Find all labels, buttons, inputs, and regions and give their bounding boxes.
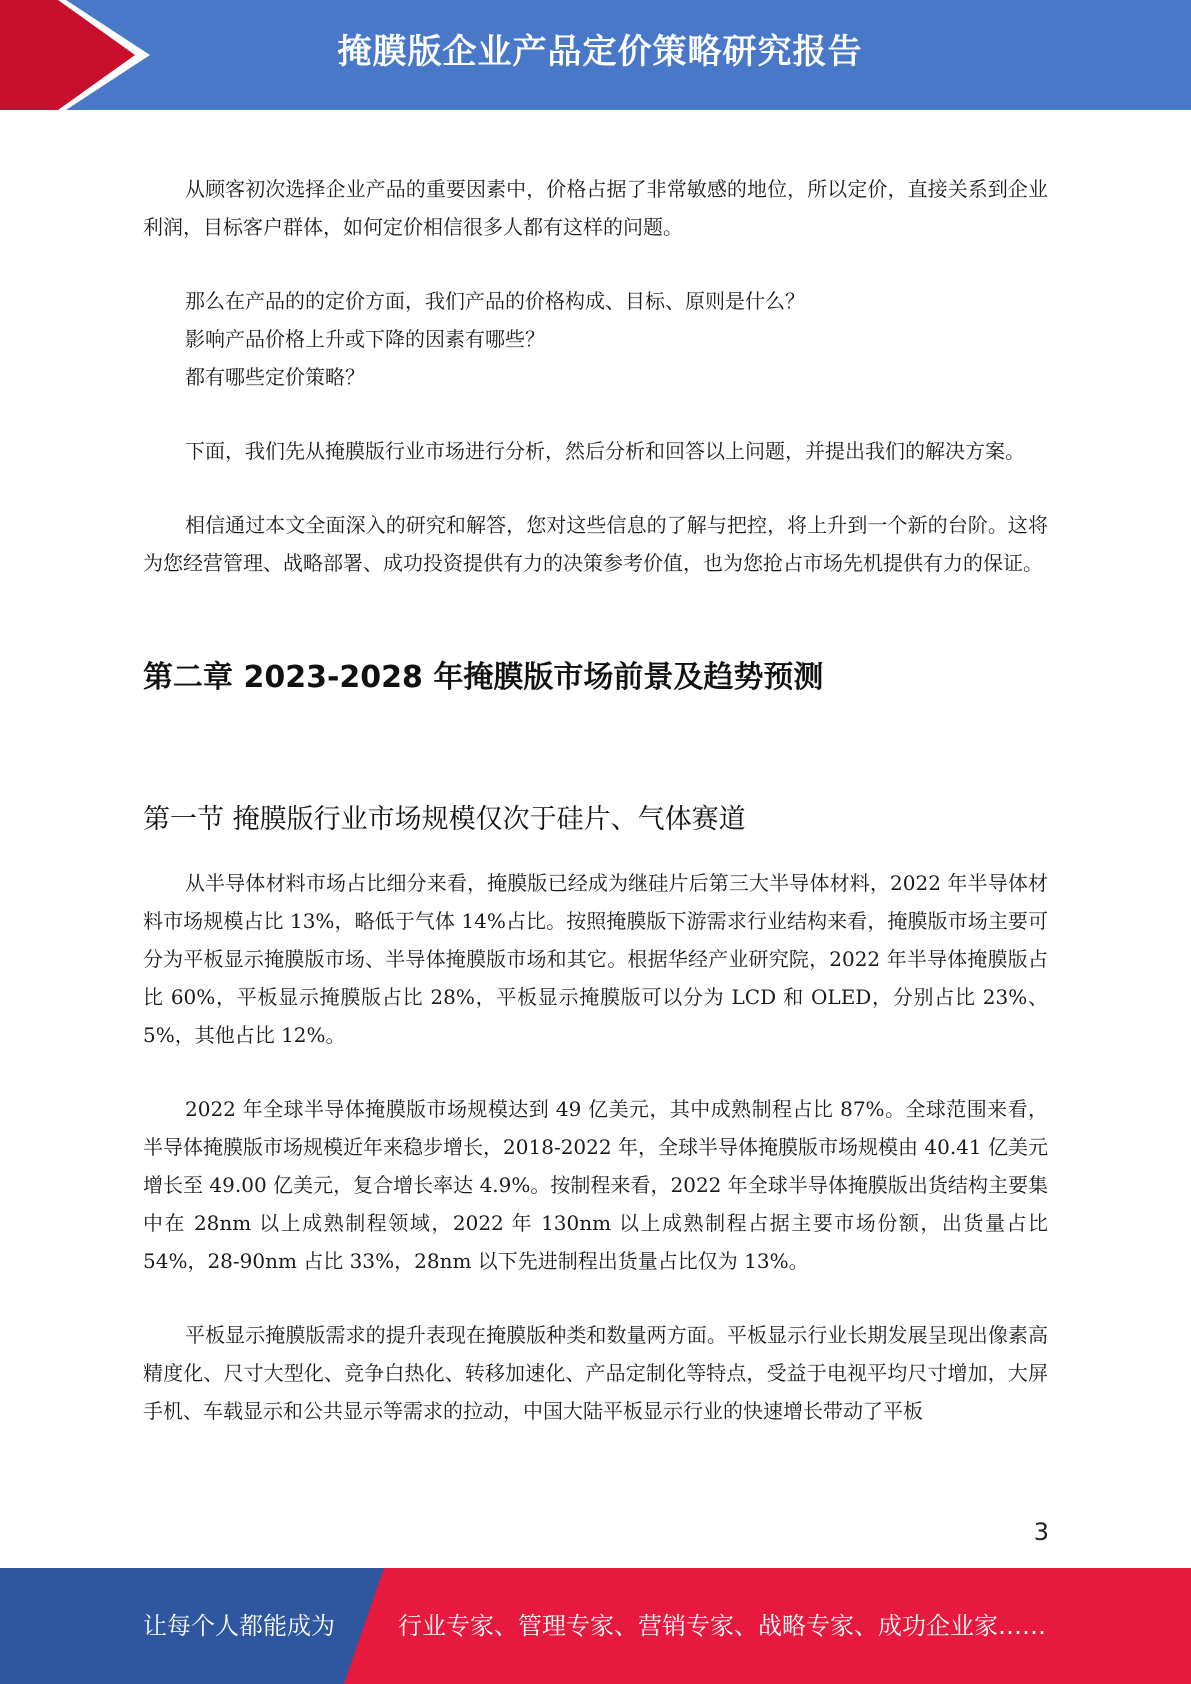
section-paragraph-2: 2022 年全球半导体掩膜版市场规模达到 49 亿美元，其中成熟制程占比 87%。全球范围来看，半导体掩膜版市场规模近年来稳步增长，2018-2022 年，全球半导体掩膜版市场规模由 40.41 亿美元增长至 49.00 亿美元，复合增长率达 4.9%。按制程来看，2022 年全球半导体掩膜版出货结构主要集中在 28nm 以上成熟制程领域，2022 年 130nm 以上成熟制程占据主要市场份额，出货量占比 54%，28-90nm 占比 33%，28nm 以下先进制程出货量占比仅为 13%。 [143, 1097, 1048, 1273]
intro-paragraph-2: 下面，我们先从掩膜版行业市场进行分析，然后分析和回答以上问题，并提出我们的解决方案。 [185, 439, 1025, 463]
question-item: 那么在产品的的定价方面，我们产品的价格构成、目标、原则是什么？ [185, 289, 805, 313]
intro-paragraph-1: 从顾客初次选择企业产品的重要因素中，价格占据了非常敏感的地位，所以定价，直接关系到企业利润，目标客户群体，如何定价相信很多人都有这样的问题。 [143, 177, 1048, 239]
intro-paragraph-3: 相信通过本文全面深入的研究和解答，您对这些信息的了解与把控，将上升到一个新的台阶。这将为您经营管理、战略部署、成功投资提供有力的决策参考价值，也为您抢占市场先机提供有力的保证。 [143, 513, 1048, 575]
section-paragraph-3: 平板显示掩膜版需求的提升表现在掩膜版种类和数量两方面。平板显示行业长期发展呈现出像素高精度化、尺寸大型化、竞争白热化、转移加速化、产品定制化等特点，受益于电视平均尺寸增加，大屏手机、车载显示和公共显示等需求的拉动，中国大陆平板显示行业的快速增长带动了平板 [143, 1323, 1048, 1423]
footer-slogan-left: 让每个人都能成为 [143, 1612, 335, 1640]
header-arrow-graphic [0, 0, 160, 110]
footer-slogan-right: 行业专家、管理专家、营销专家、战略专家、成功企业家…… [398, 1612, 1046, 1640]
page-content [143, 170, 1048, 1430]
header-banner [0, 0, 1191, 110]
chapter-heading: 第二章 2023-2028 年掩膜版市场前景及趋势预测 [143, 660, 824, 695]
report-title: 掩膜版企业产品定价策略研究报告 [337, 32, 863, 72]
question-item: 都有哪些定价策略？ [185, 365, 365, 389]
question-list [143, 282, 1048, 396]
section-paragraph-1: 从半导体材料市场占比细分来看，掩膜版已经成为继硅片后第三大半导体材料，2022 年半导体材料市场规模占比 13%，略低于气体 14%占比。按照掩膜版下游需求行业结构来看，掩膜版市场主要可分为平板显示掩膜版市场、半导体掩膜版市场和其它。根据华经产业研究院，2022 年半导体掩膜版占比 60%，平板显示掩膜版占比 28%，平板显示掩膜版可以分为 LCD 和 OLED，分别占比 23%、5%，其他占比 12%。 [143, 871, 1048, 1047]
question-item: 影响产品价格上升或下降的因素有哪些？ [185, 327, 545, 351]
page-number: 3 [1033, 1518, 1049, 1546]
section-heading: 第一节 掩膜版行业市场规模仅次于硅片、气体赛道 [143, 804, 746, 835]
footer-banner [0, 1568, 1191, 1684]
